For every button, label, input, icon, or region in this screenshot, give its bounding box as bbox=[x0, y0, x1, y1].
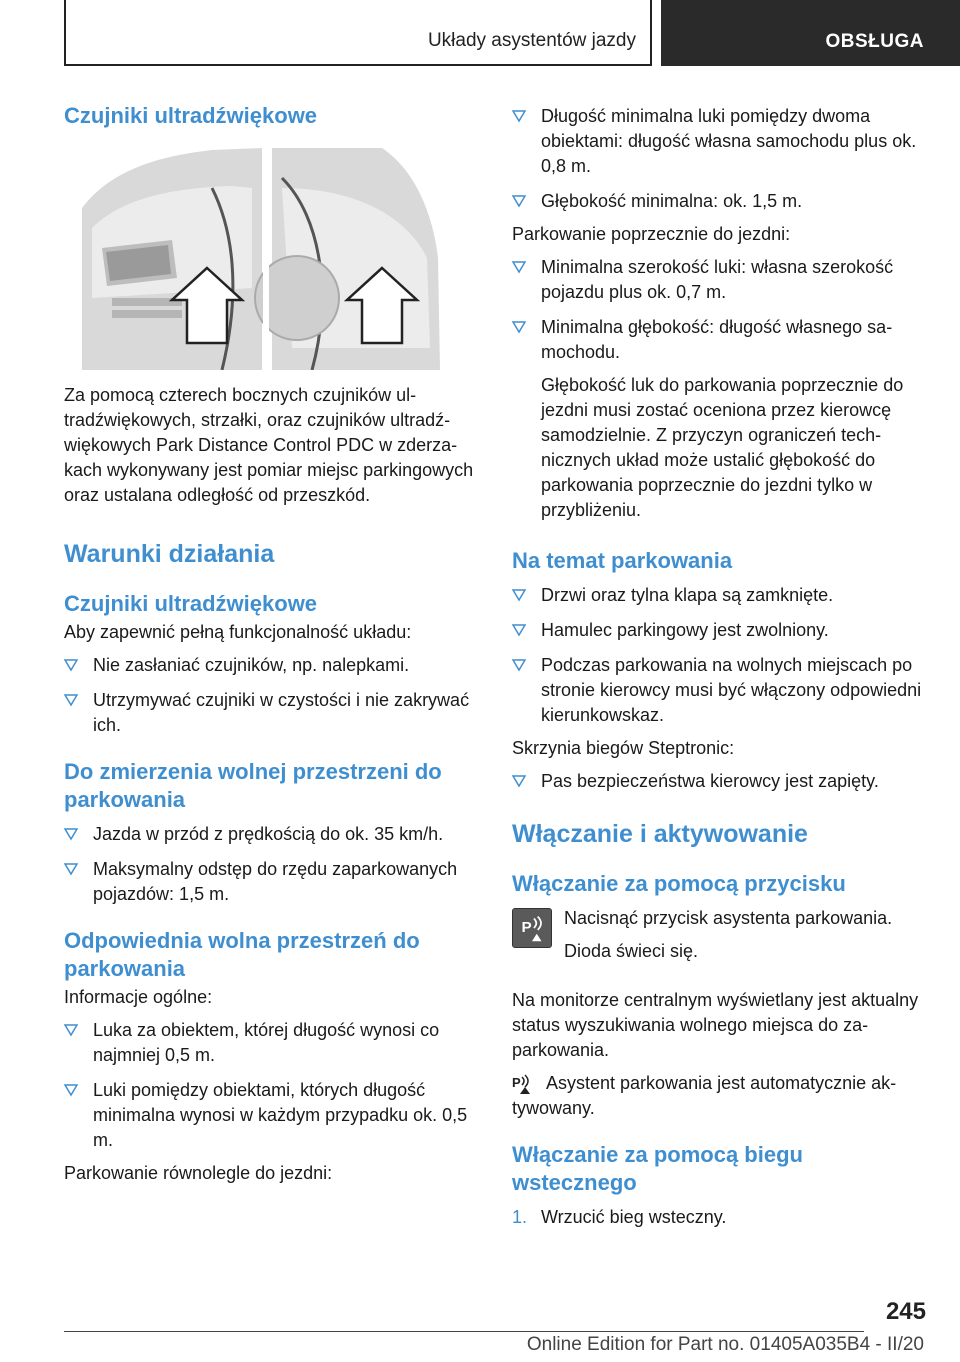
list-item: Nie zasłaniać czujników, np. nalepkami. bbox=[64, 653, 484, 678]
space-lead: Informacje ogólne: bbox=[64, 987, 213, 1007]
header-section-title: Układy asystentów jazdy bbox=[427, 30, 636, 51]
triangle-bullet-icon bbox=[64, 862, 78, 876]
intro-paragraph: Za pomocą czterech bocznych czujników ultradźwiękowych, strzałki, oraz czujników ultradźwiękowych Park Distance Control PDC w zderzakach wykonywany jest pomiar miejsc parkingowych oraz ustalana odległość od przeszkód. bbox=[64, 385, 474, 505]
heading-button: Włączanie za pomocą przycisku bbox=[512, 871, 846, 896]
triangle-bullet-icon bbox=[512, 588, 526, 602]
list-item: Luka za obiektem, której długość wynosi co najmniej 0,5 m. bbox=[64, 1018, 484, 1068]
button-step-1: Nacisnąć przycisk asystenta parkowania. bbox=[564, 908, 893, 928]
list-item: Długość minimalna luki pomiędzy dwoma obiektami: długość własna samochodu plus ok. 0,8 m. bbox=[512, 104, 928, 179]
heading-sensors-2: Czujniki ultradźwiękowe bbox=[64, 591, 318, 616]
triangle-bullet-icon bbox=[512, 774, 526, 788]
triangle-bullet-icon bbox=[512, 109, 526, 123]
list-item: Hamulec parkingowy jest zwolniony. bbox=[512, 618, 928, 643]
svg-text:P: P bbox=[521, 918, 532, 936]
list-item: Pas bezpieczeństwa kierowcy jest zapięty. bbox=[512, 769, 928, 794]
heading-sensors: Czujniki ultradźwiękowe bbox=[64, 103, 318, 128]
triangle-bullet-icon bbox=[512, 320, 526, 334]
list-item: Luki pomiędzy obiektami, których długość minimalna wynosi w każdym przypadku ok. 0,5 m. bbox=[64, 1078, 484, 1153]
svg-text:P: P bbox=[512, 1075, 521, 1090]
triangle-bullet-icon bbox=[512, 194, 526, 208]
page-number: 245 bbox=[885, 1298, 926, 1325]
right-column bbox=[512, 104, 928, 1230]
triangle-bullet-icon bbox=[64, 693, 78, 707]
footer-divider bbox=[64, 1331, 864, 1332]
step-number: 1. bbox=[512, 1207, 528, 1227]
triangle-bullet-icon bbox=[512, 623, 526, 637]
list-item: 1. Wrzucić bieg wsteczny. bbox=[512, 1205, 928, 1230]
footer-edition: Online Edition for Part no. 01405A035B4 - II/20 bbox=[526, 1334, 924, 1355]
auto-activation-note bbox=[512, 1071, 928, 1121]
heading-space: Odpowiednia wolna przestrzeń do parkowania bbox=[64, 928, 420, 981]
monitor-paragraph: Na monitorze centralnym wyświetlany jest aktualny status wyszukiwania wolnego miejsca do zaparkowania. bbox=[512, 990, 919, 1060]
heading-enable: Włączanie i aktywowanie bbox=[512, 820, 808, 848]
triangle-bullet-icon bbox=[64, 1023, 78, 1037]
header-chapter-box bbox=[661, 0, 960, 66]
page-header bbox=[64, 0, 960, 66]
heading-conditions: Warunki działania bbox=[64, 540, 275, 568]
triangle-bullet-icon bbox=[64, 827, 78, 841]
list-item: Jazda w przód z prędkością do ok. 35 km/h. bbox=[64, 822, 484, 847]
header-chapter-title: OBSŁUGA bbox=[825, 31, 924, 52]
button-step-2: Dioda świeci się. bbox=[564, 941, 699, 961]
left-column bbox=[64, 100, 484, 1186]
triangle-bullet-icon bbox=[64, 1083, 78, 1097]
list-item: Utrzymywać czujniki w czystości i nie zakrywać ich. bbox=[64, 688, 484, 738]
sensors-lead: Aby zapewnić pełną funkcjonalność układu: bbox=[64, 622, 412, 642]
list-item: Głębokość minimalna: ok. 1,5 m. bbox=[512, 189, 928, 214]
heading-reverse: Włączanie za pomocą biegu wstecznego bbox=[512, 1142, 803, 1195]
heading-topic: Na temat parkowania bbox=[512, 548, 733, 573]
list-item: Minimalna szerokość luki: własna szerokość pojazdu plus ok. 0,7 m. bbox=[512, 255, 928, 305]
park-assist-button-icon bbox=[512, 908, 552, 948]
header-section-box bbox=[64, 0, 652, 66]
list-item: Minimalna głębokość: długość własnego samochodu. bbox=[512, 315, 928, 365]
auto-paragraph: Asystent parkowania jest automatycznie aktywowany. bbox=[512, 1073, 897, 1118]
steptronic-lead: Skrzynia biegów Steptronic: bbox=[512, 738, 735, 758]
triangle-bullet-icon bbox=[512, 260, 526, 274]
heading-measure: Do zmierzenia wolnej przestrzeni do parkowania bbox=[64, 759, 442, 812]
triangle-bullet-icon bbox=[512, 658, 526, 672]
list-item: Maksymalny odstęp do rzędu zaparkowanych pojazdów: 1,5 m. bbox=[64, 857, 484, 907]
parallel-lead: Parkowanie równolegle do jezdni: bbox=[64, 1163, 333, 1183]
list-item: Podczas parkowania na wolnych miejscach po stronie kierowcy musi być włączony odpowiedni kierunkowskaz. bbox=[512, 653, 928, 728]
button-instruction bbox=[512, 906, 928, 976]
cross-lead: Parkowanie poprzecznie do jezdni: bbox=[512, 224, 791, 244]
park-assist-small-icon bbox=[512, 1073, 538, 1095]
triangle-bullet-icon bbox=[64, 658, 78, 672]
bumper-sensor-illustration bbox=[82, 148, 442, 370]
list-item: Drzwi oraz tylna klapa są zamknięte. bbox=[512, 583, 928, 608]
cross-note: Głębokość luk do parkowania poprzecznie do jezdni musi zostać oceniona przez kierowcę samodzielnie. Z przyczyn ograniczeń technicznych układ może ustalić głębokość do parkowania poprzecznie do jezdni tylko w przybliżeniu. bbox=[541, 375, 904, 520]
